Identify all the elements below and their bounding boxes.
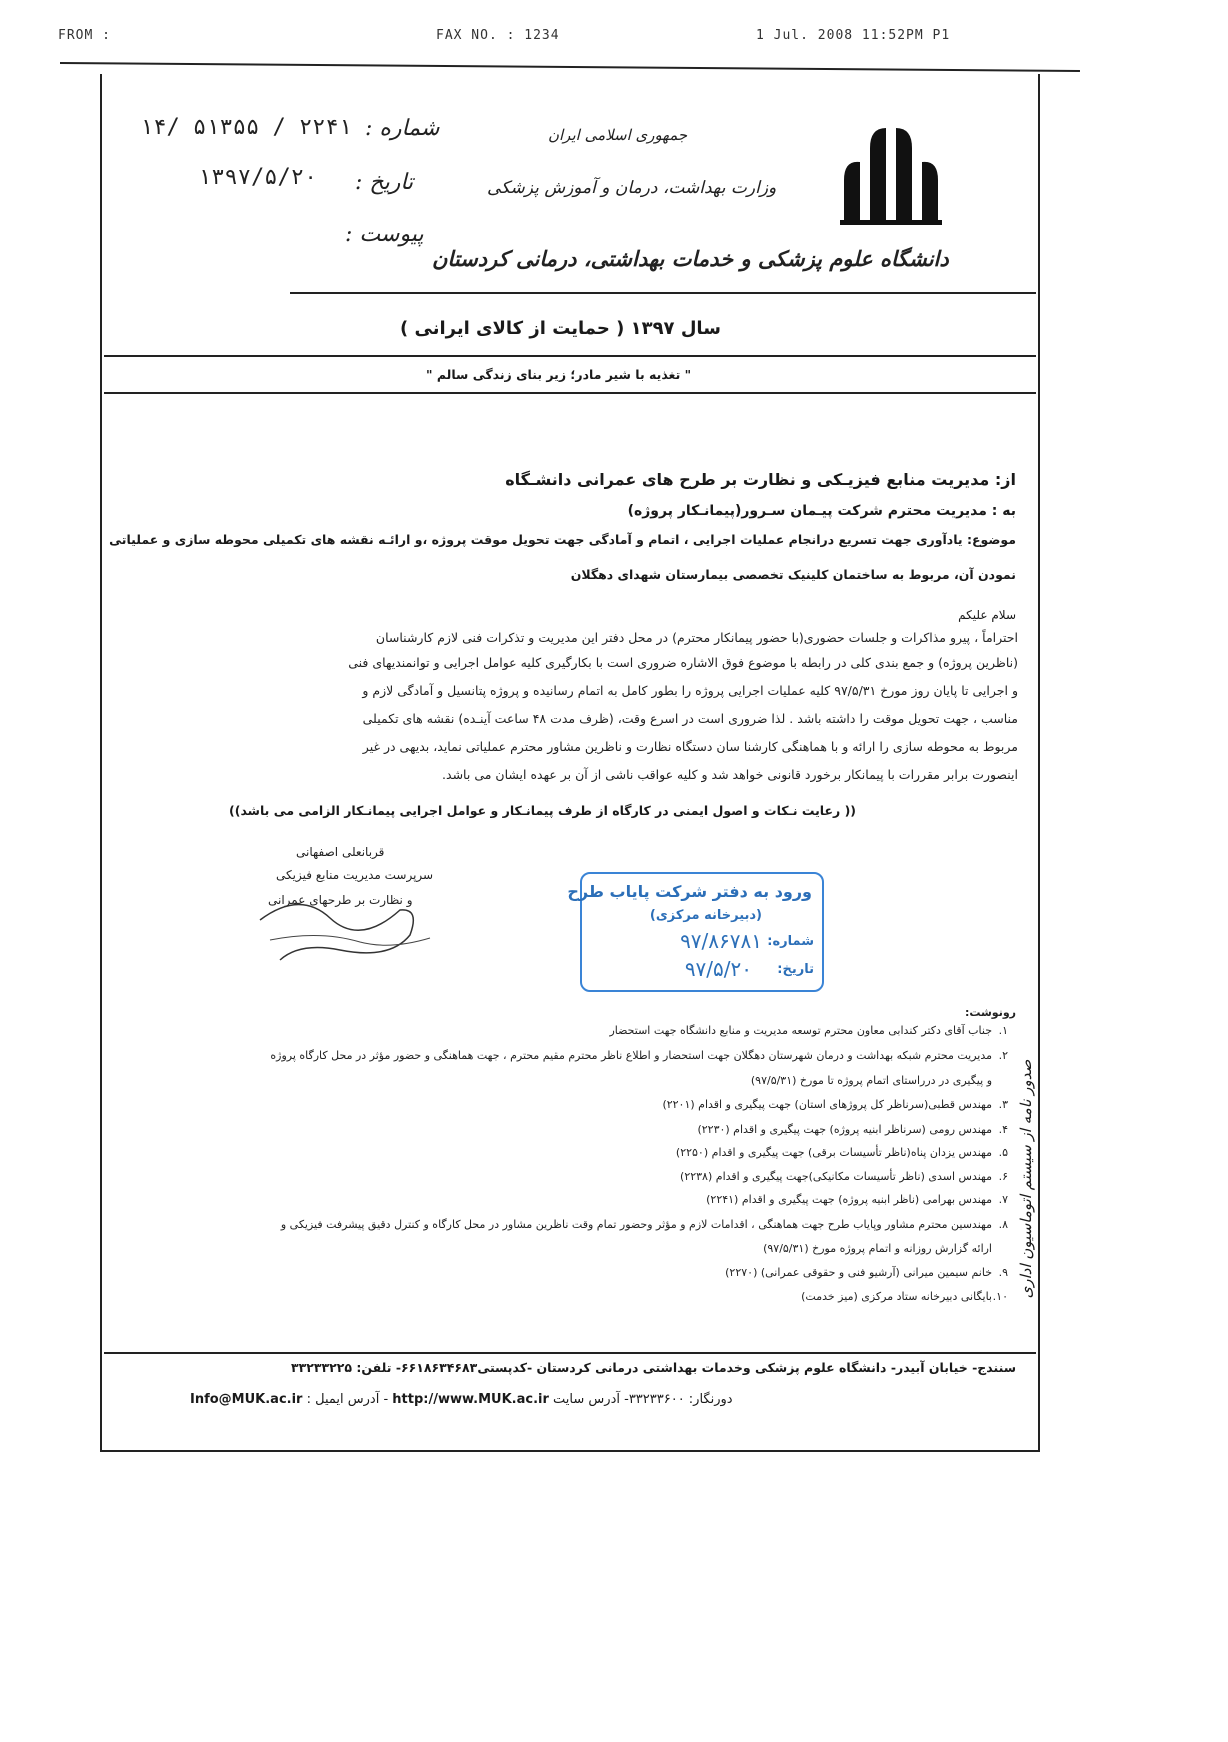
number-label: شماره : bbox=[365, 116, 440, 141]
reference-date: ۱۳۹۷/۵/۲۰ bbox=[198, 165, 318, 190]
top-rule bbox=[60, 62, 1080, 72]
header-rule bbox=[290, 292, 1036, 294]
university-title: دانشگاه علوم پزشکی و خدمات بهداشتی، درمانی کردستان bbox=[432, 246, 949, 271]
cc-item: و پیگیری در درراستای اتمام پروژه تا مورخ (۹۷/۵/۳۱) bbox=[750, 1074, 992, 1087]
body-line-1: احتراماً ، پیرو مذاکرات و جلسات حضوری(با حضور پیمانکار محترم) در محل دفتر این مدیریت و تذکرات فنی لازم کارشناسان bbox=[375, 630, 1018, 645]
signer-title-1: سرپرست مدیریت منابع فیزیکی bbox=[276, 868, 434, 882]
cc-item: ۲.مدیریت محترم شبکه بهداشت و درمان شهرستان دهگلان جهت استحضار و اطلاع ناظر محترم مقیم محترم ، جهت هماهنگی و حضور مؤثر در محل کارگاه پروژه bbox=[270, 1049, 1008, 1062]
attachment-label: پیوست : bbox=[345, 222, 424, 247]
stamp-date-value: ۹۷/۵/۲۰ bbox=[684, 957, 752, 981]
cc-item: ۹.خانم سیمین میرانی (آرشیو فنی و حقوقی عمرانی) (۲۲۷۰) bbox=[725, 1266, 1008, 1279]
stamp-title: ورود به دفتر شرکت پایاب طرح bbox=[567, 882, 812, 901]
cc-item: ۳.مهندس قطبی(سرناظر کل پروژهای استان) جهت پیگیری و اقدام (۲۲۰۱) bbox=[662, 1098, 1008, 1111]
cc-item: ۷.مهندس بهرامی (ناظر ابنیه پروژه) جهت پیگیری و اقدام (۲۲۴۱) bbox=[706, 1193, 1008, 1206]
footer-address: سنندج- خیابان آبیدر- دانشگاه علوم پزشکی وخدمات بهداشتی درمانی کردستان -کدپستی۶۶۱۸۶۳۴۶۸۳- تلفن: ۳۳۲۳۳۲۲۵ bbox=[291, 1360, 1016, 1375]
stamp-number-label: شماره: bbox=[767, 934, 814, 949]
republic-title: جمهوری اسلامی ایران bbox=[548, 126, 688, 144]
body-line-6: اینصورت برابر مقررات با پیمانکار برخورد قانونی خواهد شد و کلیه عواقب ناشی از آن بر عهده ایشان می باشد. bbox=[442, 767, 1018, 782]
fax-date-page: 1 Jul. 2008 11:52PM P1 bbox=[756, 28, 951, 43]
signer-title-2: و نظارت بر طرحهای عمرانی bbox=[268, 893, 413, 907]
university-logo-icon bbox=[836, 120, 946, 230]
date-label: تاریخ : bbox=[355, 170, 414, 195]
letter-greeting: سلام علیکم bbox=[958, 608, 1016, 622]
cc-label: رونوشت: bbox=[964, 1006, 1016, 1019]
cc-item: ۴.مهندس رومی (سرناظر ابنیه پروژه) جهت پیگیری و اقدام (۲۲۳۰) bbox=[697, 1123, 1008, 1136]
signer-name: قربانعلی اصفهانی bbox=[296, 845, 385, 859]
letter-from: از: مدیریت منابع فیزیـکی و نظارت بر طرح های عمرانی دانشـگاه bbox=[505, 470, 1016, 489]
cc-item: ۸.مهندسین محترم مشاور وپایاب طرح جهت هماهنگی ، اقدامات لازم و مؤثر وحضور تمام وقت ناظرین مشاور در محل کارگاه و کنترل دقیق پیشرفت فیزیکی و bbox=[280, 1218, 1008, 1231]
ministry-title: وزارت بهداشت، درمان و آموزش پزشکی bbox=[487, 178, 777, 198]
slogan-rule bbox=[104, 355, 1036, 357]
year-slogan: سال ۱۳۹۷ ( حمایت از کالای ایرانی ) bbox=[400, 318, 721, 339]
fax-number: FAX NO. : 1234 bbox=[436, 28, 560, 43]
letter-subject-line2: نمودن آن، مربوط به ساختمان کلینیک تخصصی بیمارستان شهدای دهگلان bbox=[570, 567, 1016, 582]
safety-note: (( رعایت نـکات و اصول ایمنی در کارگاه از طرف پیمانـکار و عوامل اجرایی پیمانـکار الزامی می باشد)) bbox=[229, 803, 856, 818]
cc-item: ۵.مهندس یزدان پناه(ناظر تأسیسات برقی) جهت پیگیری و اقدام (۲۲۵۰) bbox=[675, 1146, 1008, 1159]
automation-side-note: صدور نامه از سیستم اتوماسیون اداری bbox=[1017, 1059, 1035, 1299]
footer-contact: Info@MUK.ac.ir آدرس ایمیل : - http://www.MUK.ac.ir آدرس سایت دورنگار: ۳۳۲۳۳۶۰۰- bbox=[190, 1392, 733, 1407]
letter-subject-line1: موضوع: یادآوری جهت تسریع درانجام عملیات اجرایی ، اتمام و آمادگی جهت تحویل موقت پروژه ،و ارائـه نقشه های تکمیلی محوطه سازی و عملیاتی bbox=[109, 532, 1016, 547]
health-slogan: " تغذیه با شیر مادر؛ زیر بنای زندگی سالم " bbox=[426, 367, 692, 382]
footer-email-label: آدرس ایمیل : bbox=[306, 1392, 380, 1407]
stamp-date-label: تاریخ: bbox=[777, 962, 814, 977]
slogan-rule-bottom bbox=[104, 392, 1036, 394]
cc-item: ۶.مهندس اسدی (ناظر تأسیسات مکانیکی)جهت پیگیری و اقدام (۲۲۳۸) bbox=[680, 1170, 1008, 1183]
footer-email[interactable]: Info@MUK.ac.ir bbox=[190, 1392, 303, 1407]
reference-number: ۱۴/ ۵۱۳۵۵ / ۲۲۴۱ bbox=[140, 115, 352, 140]
body-line-2: (ناظرین پروژه) و جمع بندی کلی در رابطه با موضوع فوق الاشاره ضروری است با بکارگیری کلیه عوامل اجرایی و توانمندیهای فنی bbox=[348, 655, 1018, 670]
footer-fax: دورنگار: ۳۳۲۳۳۶۰۰- bbox=[624, 1392, 733, 1407]
body-line-5: مربوط به محوطه سازی را ارائه و با هماهنگی کارشنا سان دستگاه نظارت و ناظرین مشاور محترم عملیاتی نماید، بدیهی در غیر bbox=[362, 739, 1018, 754]
signature-scribble-icon bbox=[240, 880, 450, 970]
letter-to: به : مدیریت محترم شرکت پیـمان سـرور(پیمانـکار پروژه) bbox=[627, 503, 1016, 519]
footer-site-label: آدرس سایت bbox=[553, 1392, 620, 1407]
body-line-3: و اجرایی تا پایان روز مورخ ۹۷/۵/۳۱ کلیه عملیات اجرایی پروژه را بطور کامل به اتمام رسانیده و پروژه پتانسیل و آمادگی لازم و bbox=[362, 683, 1018, 698]
footer-rule bbox=[104, 1352, 1036, 1354]
fax-from: FROM : bbox=[58, 28, 111, 43]
cc-item: ۱.جناب آقای دکتر کندابی معاون محترم توسعه مدیریت و منابع دانشگاه جهت استحضار bbox=[609, 1024, 1008, 1037]
stamp-number-value: ۹۷/۸۶۷۸۱ bbox=[680, 929, 762, 953]
stamp-subtitle: (دبیرخانه مرکزی) bbox=[649, 908, 762, 923]
cc-item: ۱۰.بایگانی دبیرخانه ستاد مرکزی (میز خدمت) bbox=[801, 1290, 1008, 1303]
footer-site[interactable]: http://www.MUK.ac.ir bbox=[392, 1392, 549, 1407]
incoming-stamp bbox=[567, 872, 824, 992]
cc-item: ارائه گزارش روزانه و اتمام پروژه مورخ (۹۷/۵/۳۱) bbox=[763, 1242, 992, 1255]
body-line-4: مناسب ، جهت تحویل موقت را داشته باشد . لذا ضروری است در اسرع وقت، (ظرف مدت ۴۸ ساعت آینـده) نقشه های تکمیلی bbox=[362, 711, 1018, 726]
